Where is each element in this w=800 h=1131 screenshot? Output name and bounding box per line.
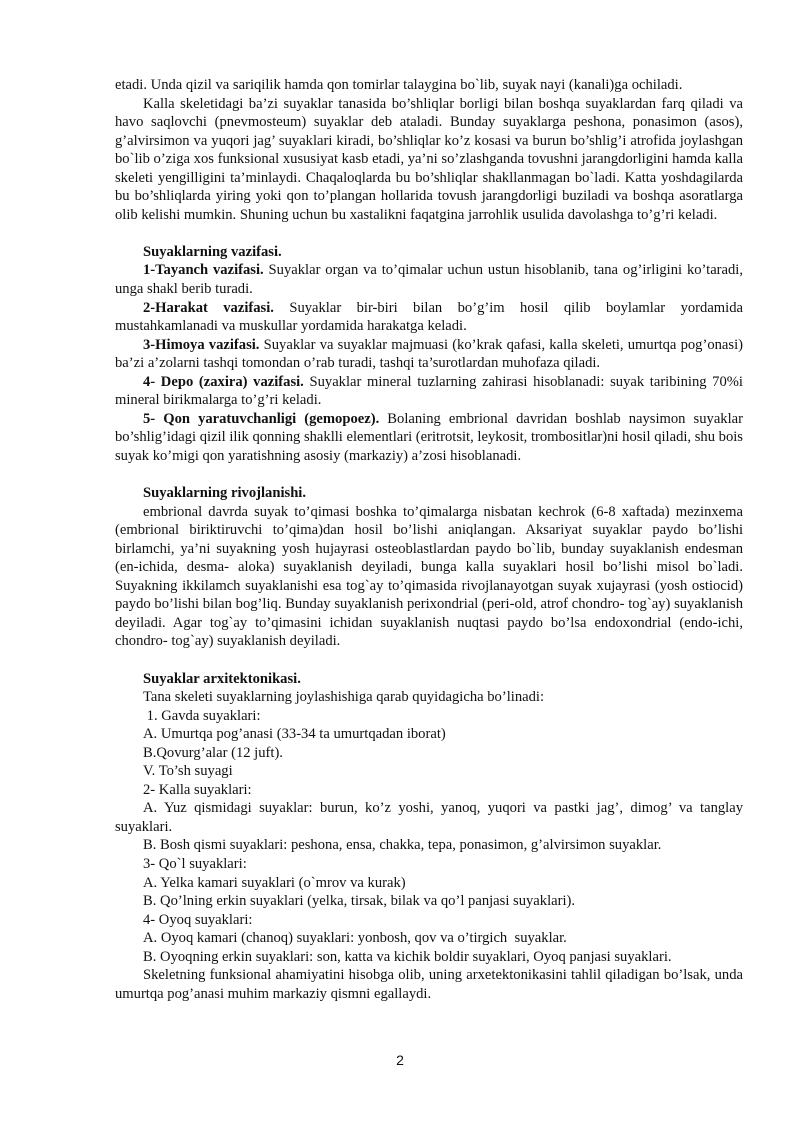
section-heading-development: Suyaklarning rivojlanishi. xyxy=(143,485,307,502)
development-paragraph: embrional davrda suyak to’qimasi boshka to’qimalarga nisbatan kechrok (6-8 xaftada) mezinxema (embrional biriktiruvchi to’qima)dan hosil bo’lishi aniqlangan. Aksariyat suyaklar paydo bo’lishi birlamchi, ya’ni suyakning yosh hujayrasi osteoblastlardan paydo bo`lib, bunday suyaklanish endesman (en-ichida, desma- aloka) suyaklanish deyiladi, bunga kalla suyaklari hosil bo’lishi misol bo`ladi. Suyakning ikkilamch suyaklanishi esa tog`ay to’qimasida rivojlanayotgan suyak xujayrasi (yosh ostiocid) paydo bo’lishi bilan bog’liq. Bunday suyaklanish perixondrial (peri-old, atrof chondro- tog`ay) suyaklanish deyiladi. Agar tog`ay to’qimasini ichidan suyaklanish nuqtasi paydo bo’lsa endoxondrial (endo-ichi, chondro- tog`ay) suyaklanish deyiladi. xyxy=(115,503,743,650)
spacer xyxy=(115,224,743,243)
architecture-intro: Tana skeleti suyaklarning joylashishiga qarab quyidagicha bo’linadi: xyxy=(143,689,545,706)
list-item: 4- Oyoq suyaklari: xyxy=(143,911,253,928)
section-heading-architecture: Suyaklar arxitektonikasi. xyxy=(143,670,301,687)
list-item: A. Yelka kamari suyaklari (o`mrov va kurak) xyxy=(143,874,406,891)
list-item: B. Bosh qismi suyaklari: peshona, ensa, chakka, tepa, ponasimon, g’alvirsimon suyaklar. xyxy=(143,837,662,854)
list-item: A. Yuz qismidagi suyaklar: burun, ko’z yoshi, yanoq, yuqori va pastki jag’, dimog’ va tanglay suyaklari. xyxy=(115,800,743,835)
page-number: 2 xyxy=(396,1052,404,1068)
list-item: 1. Gavda suyaklari: xyxy=(143,707,261,724)
function-item: 4- Depo (zaxira) vazifasi. Suyaklar mineral tuzlarning zahirasi hisoblanadi: suyak taribining 70%i mineral birikmalarga to’g’ri keladi. xyxy=(115,373,743,409)
list-item: 3- Qo`l suyaklari: xyxy=(143,855,247,872)
function-item: 3-Himoya vazifasi. Suyaklar va suyaklar majmuasi (ko’krak qafasi, kalla skeleti, umurtqa pog’onasi) ba’zi a’zolarni tashqi tomondan o’rab turadi, tashqi ta’surotlardan muhofaza qiladi. xyxy=(115,336,743,372)
list-item: B.Qovurg’alar (12 juft). xyxy=(143,744,283,761)
function-item: 5- Qon yaratuvchanligi (gemopoez). Bolaning embrional davridan boshlab naysimon suyaklar bo’shlig’idagi qizil ilik qonning shaklli elementlari (eritrotsit, leykosit, trombositlar)ni hosil qiladi, shu bois suyak ko’migi qon yaratishning asosiy (markaziy) a’zosi hisoblanadi. xyxy=(115,410,743,464)
spacer xyxy=(115,465,743,484)
spacer xyxy=(115,651,743,670)
section-heading-functions: Suyaklarning vazifasi. xyxy=(143,243,282,260)
architecture-closing: Skeletning funksional ahamiyatini hisobga olib, uning arxetektonikasini tahlil qiladigan bo’lsak, unda umurtqa pog’anasi muhim markaziy qismni egallaydi. xyxy=(115,967,743,1002)
list-item: A. Oyoq kamari (chanoq) suyaklari: yonbosh, qov va o’tirgich suyaklar. xyxy=(143,930,567,947)
list-item: B. Oyoqning erkin suyaklari: son, katta va kichik boldir suyaklari, Oyoq panjasi suyaklari. xyxy=(143,948,672,965)
document-page xyxy=(115,76,743,1003)
list-item: A. Umurtqa pog’anasi (33-34 ta umurtqadan iborat) xyxy=(143,726,446,743)
intro-continuation: etadi. Unda qizil va sariqilik hamda qon tomirlar talaygina bo`lib, suyak nayi (kanali)ga ochiladi. xyxy=(115,77,683,93)
list-item: 2- Kalla suyaklari: xyxy=(143,781,252,798)
function-item: 1-Tayanch vazifasi. Suyaklar organ va to’qimalar uchun ustun hisoblanib, tana og’irligini ko’taradi, unga shakl berib turadi. xyxy=(115,262,744,298)
list-item: B. Qo’lning erkin suyaklari (yelka, tirsak, bilak va qo’l panjasi suyaklari). xyxy=(143,893,576,910)
skull-paragraph: Kalla skeletidagi ba’zi suyaklar tanasida bo’shliqlar borligi bilan boshqa suyaklardan farq qiladi va havo saqlovchi (pnevmosteum) suyaklar deb ataladi. Bunday suyaklarga peshona, ponasimon (asos), g’alvirsimon va yuqori jag’ suyaklari kiradi, bo’shliqlar ko’z kosasi va burun bo’shlig’i atrofida joylashgan bo`lib o’ziga xos funksional xususiyat kasb etadi, ya’ni so’zlashganda tovushni jarangdorligini hamda kalla skeleti yengilligini ta’minlaydi. Chaqaloqlarda bu bo’shliqlar shakllanmagan bo`ladi. Katta yoshdagilarda bu bo’shliqlarda yiring yoki qon to’plangan hollarida tovush jarangdorligi buziladi va boshqa asoratlarga olib kelishi mumkin. Shuning uchun bu xastalikni faqatgina jarrohlik usulida davolashga to’g’ri keladi. xyxy=(115,95,743,223)
function-item: 2-Harakat vazifasi. Suyaklar bir-biri bilan bo’g’im hosil qilib boylamlar yordamida mustahkamlanadi va muskullar yordamida harakatga keladi. xyxy=(115,299,743,335)
list-item: V. To’sh suyagi xyxy=(143,763,233,780)
